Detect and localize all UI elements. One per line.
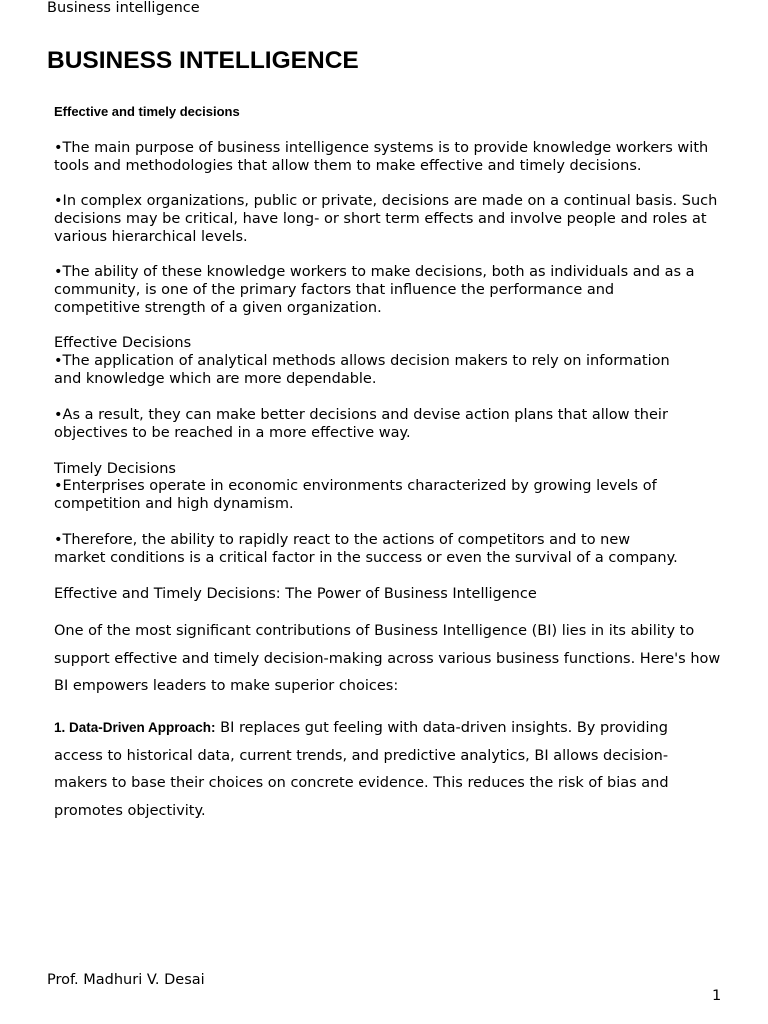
- bullet-paragraph: •In complex organizations, public or private, decisions are made on a continual basis. Such decisions may be critical, have long- or short term effects and involve people and roles at various hierarchical levels.: [54, 193, 718, 245]
- bullet-paragraph: •Enterprises operate in economic environments characterized by growing levels of competition and high dynamism.: [54, 478, 657, 512]
- effective-decisions-heading: Effective Decisions: [54, 335, 192, 351]
- section-heading: Effective and timely decisions: [54, 104, 240, 119]
- bullet-paragraph: •The main purpose of business intelligence systems is to provide knowledge workers with tools and methodologies that allow them to make effective and timely decisions.: [54, 140, 709, 174]
- power-of-bi-heading: Effective and Timely Decisions: The Power of Business Intelligence: [54, 586, 537, 602]
- point-paragraph: [54, 714, 669, 825]
- point-lead: 1. Data-Driven Approach:: [54, 720, 216, 735]
- bullet-paragraph: •The ability of these knowledge workers to make decisions, both as individuals and as a community, is one of the primary factors that influence the performance and competitive strength of a given organization.: [54, 264, 695, 316]
- timely-decisions-heading: Timely Decisions: [54, 461, 176, 477]
- footer-author: Prof. Madhuri V. Desai: [47, 972, 205, 988]
- page-number: 1: [712, 988, 722, 1004]
- intro-paragraph: One of the most significant contributions of Business Intelligence (BI) lies in its ability to support effective and timely decision-making across various business functions. Here's how BI empowers leaders to make superior choices:: [54, 623, 721, 694]
- bullet-paragraph: •As a result, they can make better decisions and devise action plans that allow their objectives to be reached in a more effective way.: [54, 407, 668, 441]
- page-title: BUSINESS INTELLIGENCE: [47, 47, 359, 74]
- bullet-paragraph: •The application of analytical methods allows decision makers to rely on information and knowledge which are more dependable.: [54, 353, 670, 387]
- running-header: Business intelligence: [47, 0, 200, 16]
- point-text: BI replaces gut feeling with data-driven insights. By providing access to historical data, current trends, and predictive analytics, BI allows decision- makers to base their choices on concrete evidence. This reduces the risk of bias and promotes objectivity.: [54, 720, 669, 819]
- bullet-paragraph: •Therefore, the ability to rapidly react to the actions of competitors and to new market conditions is a critical factor in the success or even the survival of a company.: [54, 532, 678, 566]
